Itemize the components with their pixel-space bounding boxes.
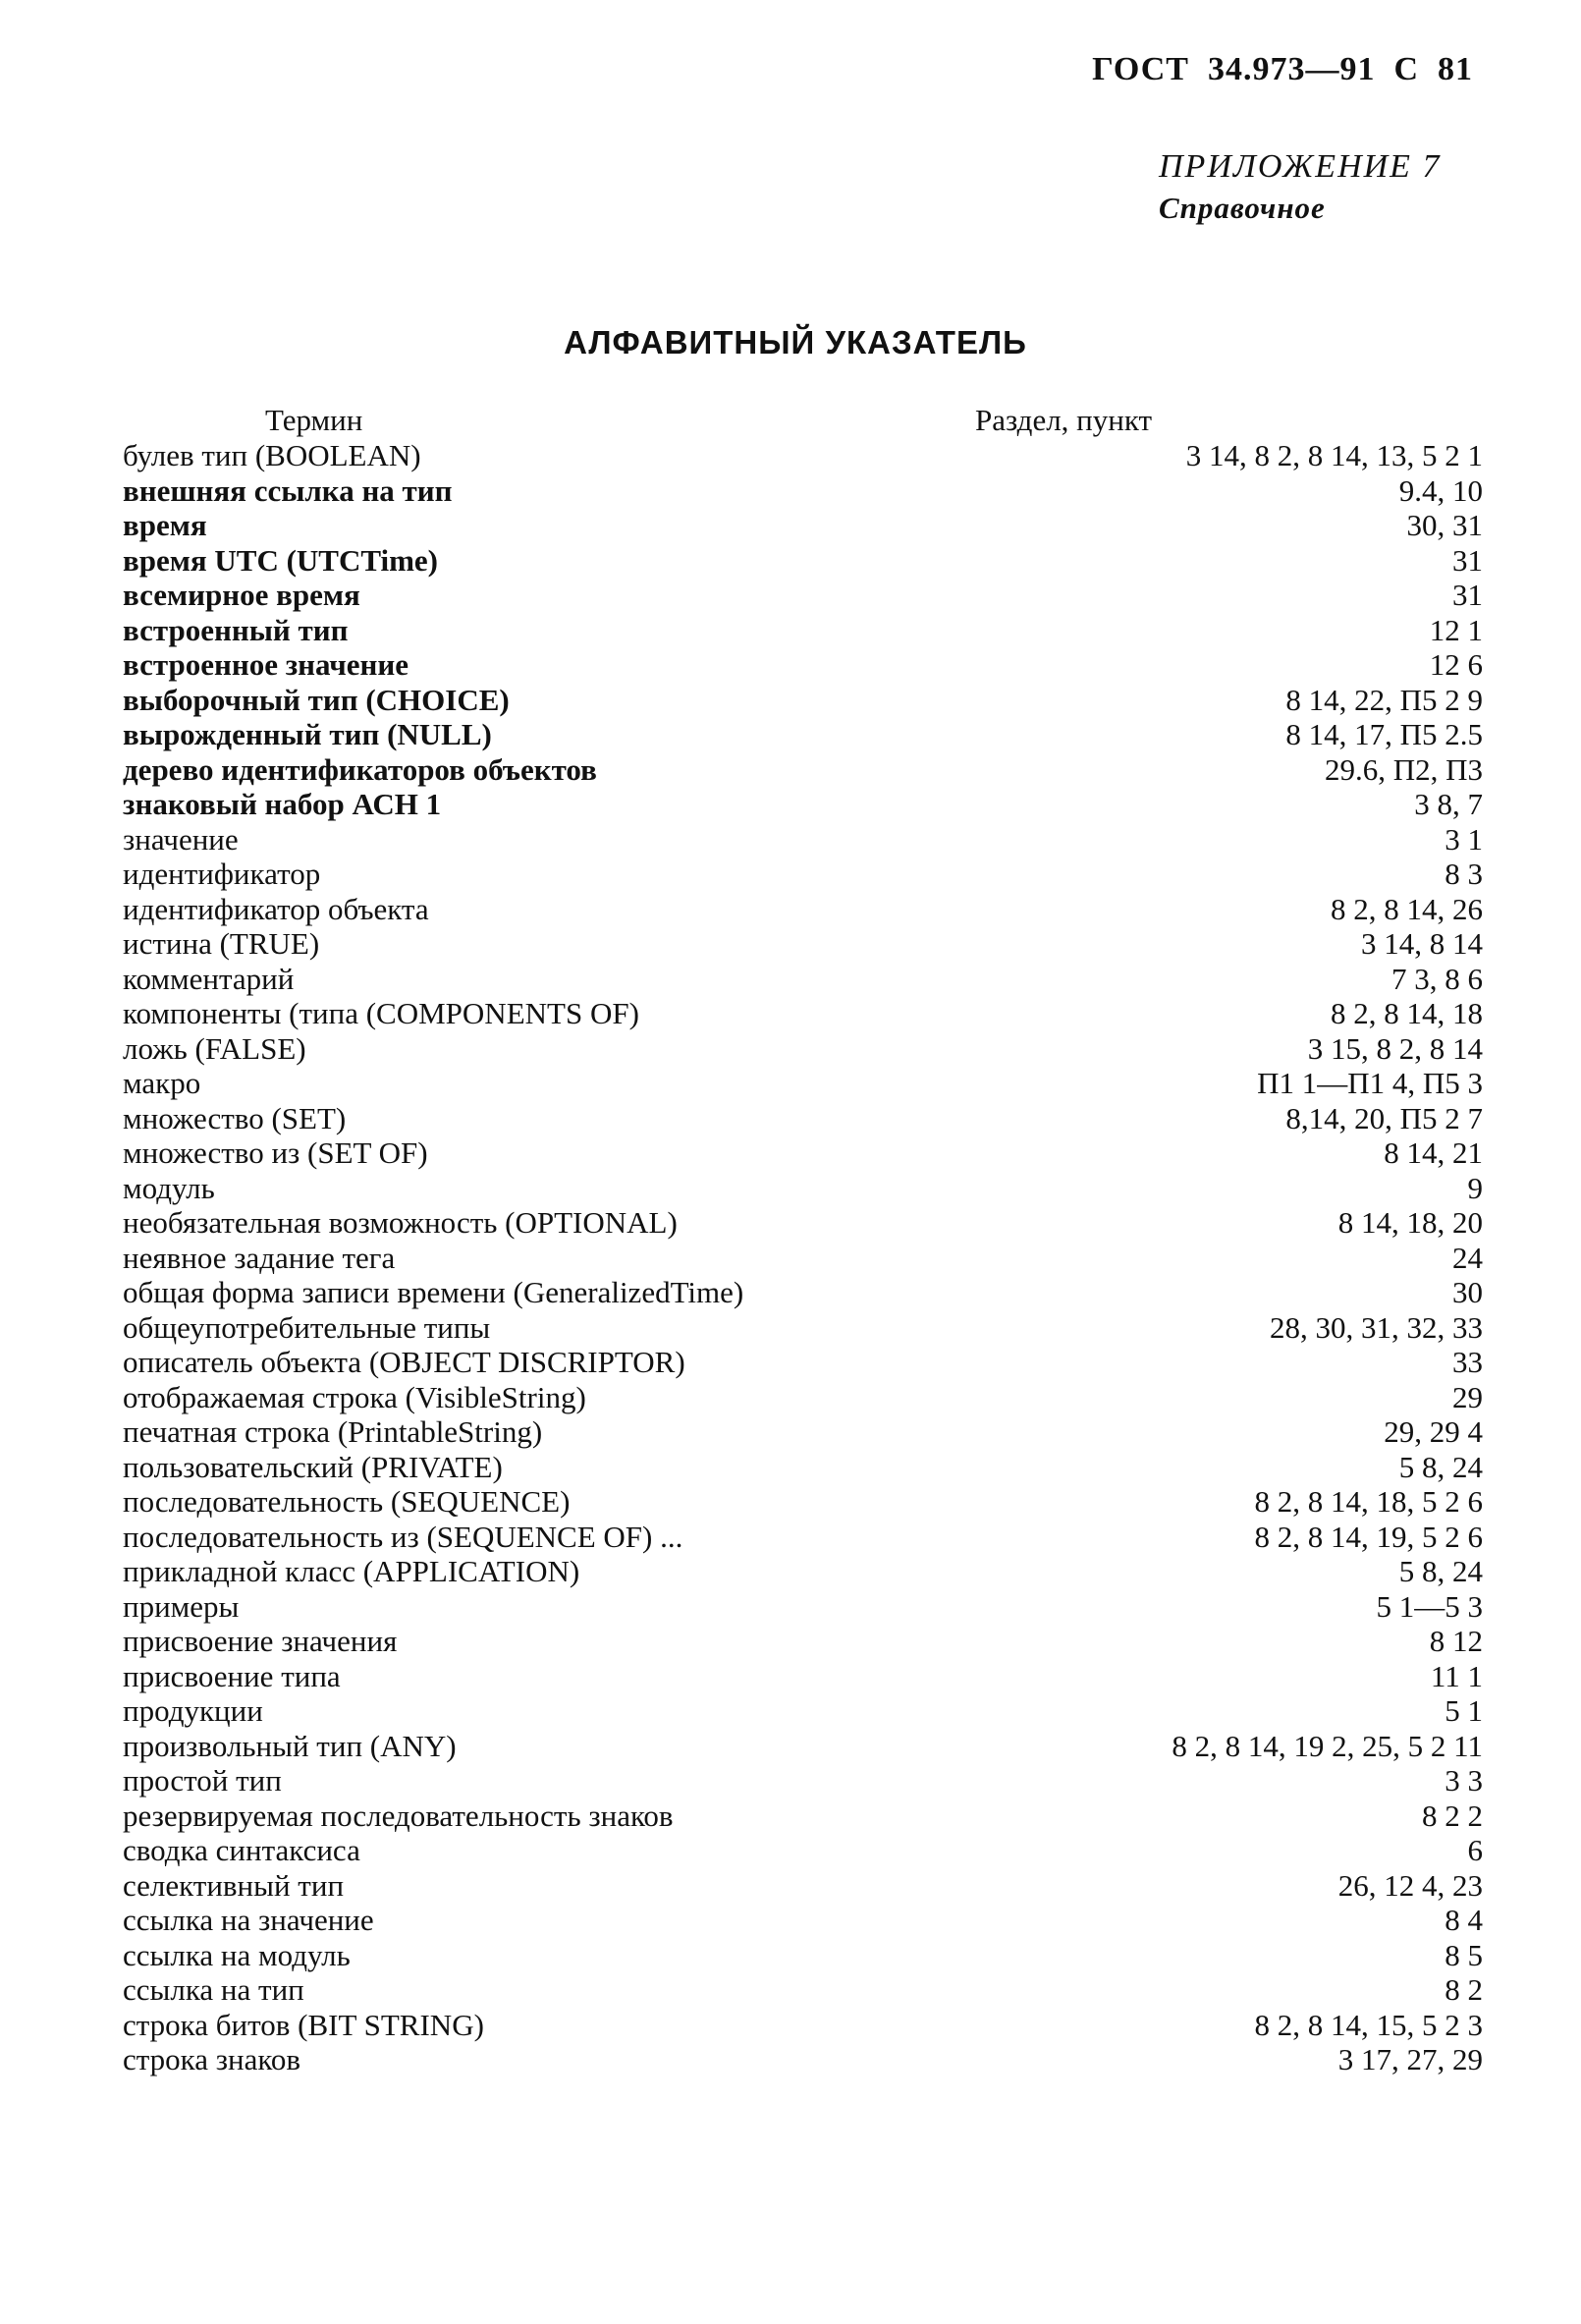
index-entry-row [123, 1414, 1483, 1450]
index-entry-row [123, 996, 1483, 1031]
index-reference: 8 2, 8 14, 19, 5 2 6 [1254, 1519, 1483, 1554]
index-term: простой тип [123, 1763, 282, 1798]
index-term: время UTC (UTCTime) [123, 542, 438, 578]
index-entry-row [123, 717, 1483, 752]
index-reference: 8 4 [1445, 1903, 1483, 1937]
index-reference: 8 3 [1445, 857, 1483, 891]
index-term: описатель объекта (OBJECT DISCRIPTOR) [123, 1345, 685, 1379]
index-term: множество (SET) [123, 1100, 347, 1135]
index-term: встроенный тип [123, 612, 349, 647]
index-entry-row [123, 508, 1483, 543]
index-entry-row [123, 647, 1483, 683]
index-term: произвольный тип (ANY) [123, 1728, 457, 1763]
index-term: сводка синтаксиса [123, 1833, 360, 1867]
index-term: присвоение значения [123, 1624, 398, 1658]
index-rows [123, 438, 1483, 2077]
index-reference: 8 2, 8 14, 19 2, 25, 5 2 11 [1172, 1728, 1483, 1763]
index-entry-row [123, 1693, 1483, 1729]
index-term: последовательность (SEQUENCE) [123, 1484, 571, 1519]
index-term: пользовательский (PRIVATE) [123, 1449, 503, 1484]
index-entry-row [123, 1589, 1483, 1625]
index-term: общая форма записи времени (GeneralizedTime) [123, 1275, 744, 1309]
index-reference: 28, 30, 31, 32, 33 [1270, 1309, 1483, 1345]
index-term: ссылка на тип [123, 1972, 304, 2007]
index-term: знаковый набор АСН 1 [123, 787, 442, 821]
index-reference: 3 3 [1445, 1763, 1483, 1798]
index-reference: 12 6 [1429, 647, 1483, 682]
index-reference: 8 2, 8 14, 18 [1331, 996, 1483, 1030]
index-reference: 24 [1452, 1240, 1483, 1275]
index-reference: 8 14, 17, П5 2.5 [1285, 717, 1483, 751]
index-reference: 31 [1452, 542, 1483, 578]
index-term: ссылка на значение [123, 1903, 374, 1937]
index-term: компоненты (типа (COMPONENTS OF) [123, 996, 639, 1030]
column-header-term: Термин [265, 403, 363, 437]
index-term: идентификатор [123, 857, 321, 891]
index-entry-row [123, 1241, 1483, 1276]
index-reference: 8 14, 18, 20 [1337, 1205, 1483, 1240]
index-term: значение [123, 821, 239, 857]
index-term: макро [123, 1066, 201, 1100]
index-reference: 7 3, 8 6 [1391, 961, 1483, 996]
index-entry-row [123, 1903, 1483, 1938]
index-entry-row [123, 1031, 1483, 1067]
index-entry-row [123, 2042, 1483, 2077]
index-entry-row [123, 1938, 1483, 1973]
index-entry-row [123, 892, 1483, 927]
index-term: прикладной класс (APPLICATION) [123, 1554, 580, 1588]
index-term: строка битов (BIT STRING) [123, 2007, 484, 2042]
index-entry-row [123, 787, 1483, 822]
index-reference: 31 [1452, 578, 1483, 612]
index-reference: 9.4, 10 [1398, 472, 1483, 508]
index-entry-row [123, 1275, 1483, 1310]
index-term: встроенное значение [123, 647, 409, 682]
index-term: модуль [123, 1170, 215, 1205]
index-term: всемирное время [123, 578, 360, 612]
index-term: общеупотребительные типы [123, 1309, 491, 1345]
index-term: необязательная возможность (OPTIONAL) [123, 1205, 678, 1240]
index-title: АЛФАВИТНЫЙ УКАЗАТЕЛЬ [564, 324, 1027, 360]
index-term: резервируемая последовательность знаков [123, 1798, 674, 1833]
index-term: примеры [123, 1588, 240, 1624]
column-header-ref: Раздел, пункт [975, 403, 1153, 437]
index-reference: 5 1 [1445, 1693, 1483, 1728]
index-reference: 6 [1467, 1833, 1483, 1867]
index-reference: 30 [1452, 1275, 1483, 1309]
index-entry-row [123, 1554, 1483, 1589]
index-entry-row [123, 2008, 1483, 2043]
index-entry-row [123, 1659, 1483, 1694]
index-entry-row [123, 473, 1483, 509]
index-term: присвоение типа [123, 1658, 341, 1693]
index-reference: 8,14, 20, П5 2 7 [1285, 1100, 1483, 1135]
index-reference: 12 1 [1429, 612, 1483, 647]
index-entry-row [123, 1729, 1483, 1764]
index-reference: 9 [1467, 1170, 1483, 1205]
index-entry-row [123, 1763, 1483, 1798]
index-term: множество из (SET OF) [123, 1135, 428, 1170]
index-reference: 5 8, 24 [1398, 1449, 1483, 1484]
index-reference: 8 12 [1429, 1624, 1483, 1658]
index-header-row [123, 403, 1483, 438]
index-term: последовательность из (SEQUENCE OF) ... [123, 1519, 683, 1554]
index-entry-row [123, 683, 1483, 718]
index-reference: 8 5 [1445, 1937, 1483, 1972]
index-entry-row [123, 1345, 1483, 1380]
index-term: продукции [123, 1693, 263, 1728]
index-term: ссылка на модуль [123, 1937, 351, 1972]
index-term: истина (TRUE) [123, 926, 320, 961]
index-term: селективный тип [123, 1867, 345, 1903]
index-term: идентификатор объекта [123, 891, 429, 926]
index-entry-row [123, 1798, 1483, 1834]
index-term: выборочный тип (CHOICE) [123, 682, 510, 717]
index-term: ложь (FALSE) [123, 1030, 306, 1066]
index-reference: 3 14, 8 2, 8 14, 13, 5 2 1 [1185, 438, 1483, 472]
index-reference: 8 2, 8 14, 15, 5 2 3 [1254, 2007, 1483, 2042]
index-entry-row [123, 438, 1483, 473]
alphabetical-index-table [123, 403, 1483, 2077]
index-entry-row [123, 1205, 1483, 1241]
index-reference: 8 2 [1445, 1972, 1483, 2007]
index-reference: 8 2, 8 14, 26 [1331, 891, 1483, 926]
index-entry-row [123, 578, 1483, 613]
index-entry-row [123, 1171, 1483, 1206]
index-entry-row [123, 1520, 1483, 1555]
index-entry-row [123, 1310, 1483, 1346]
index-entry-row [123, 822, 1483, 858]
index-term: комментарий [123, 961, 295, 996]
annex-subtitle: Справочное [1159, 191, 1326, 225]
index-term: неявное задание тега [123, 1240, 396, 1275]
index-entry-row [123, 1101, 1483, 1136]
index-reference: 29, 29 4 [1384, 1414, 1483, 1449]
index-entry-row [123, 1868, 1483, 1904]
index-term: время [123, 508, 207, 542]
index-entry-row [123, 752, 1483, 788]
annex-title: ПРИЛОЖЕНИЕ 7 [1159, 148, 1442, 185]
index-reference: 3 17, 27, 29 [1337, 2042, 1483, 2076]
index-entry-row [123, 543, 1483, 579]
index-term: булев тип (BOOLEAN) [123, 438, 421, 472]
index-entry-row [123, 1135, 1483, 1171]
index-term: дерево идентификаторов объектов [123, 751, 597, 787]
index-reference: 8 2 2 [1422, 1798, 1483, 1833]
index-entry-row [123, 613, 1483, 648]
index-reference: 11 1 [1430, 1658, 1483, 1693]
index-entry-row [123, 1380, 1483, 1415]
index-reference: 29.6, П2, П3 [1324, 751, 1483, 787]
index-entry-row [123, 1833, 1483, 1868]
index-reference: 8 14, 21 [1384, 1135, 1483, 1170]
index-reference: 3 15, 8 2, 8 14 [1307, 1030, 1483, 1066]
index-term: внешняя ссылка на тип [123, 472, 453, 508]
index-entry-row [123, 962, 1483, 997]
index-term: отображаемая строка (VisibleString) [123, 1379, 586, 1414]
index-term: вырожденный тип (NULL) [123, 717, 492, 751]
index-reference: 8 14, 22, П5 2 9 [1285, 682, 1483, 717]
index-reference: 3 1 [1445, 821, 1483, 857]
index-entry-row [123, 1066, 1483, 1101]
index-entry-row [123, 1972, 1483, 2008]
index-reference: 29 [1452, 1379, 1483, 1414]
index-entry-row [123, 1450, 1483, 1485]
index-term: строка знаков [123, 2042, 301, 2076]
index-reference: 3 8, 7 [1414, 787, 1483, 821]
index-reference: 5 1—5 3 [1376, 1588, 1483, 1624]
index-entry-row [123, 1484, 1483, 1520]
index-reference: П1 1—П1 4, П5 3 [1257, 1066, 1483, 1100]
annex-block [1159, 145, 1441, 228]
index-entry-row [123, 926, 1483, 962]
page-header-standard: ГОСТ 34.973—91 С 81 [1092, 51, 1473, 87]
index-reference: 5 8, 24 [1398, 1554, 1483, 1588]
index-reference: 3 14, 8 14 [1361, 926, 1483, 961]
index-reference: 8 2, 8 14, 18, 5 2 6 [1254, 1484, 1483, 1519]
index-reference: 30, 31 [1406, 508, 1483, 542]
index-entry-row [123, 1624, 1483, 1659]
index-term: печатная строка (PrintableString) [123, 1414, 543, 1449]
index-entry-row [123, 857, 1483, 892]
index-reference: 33 [1452, 1345, 1483, 1379]
index-reference: 26, 12 4, 23 [1337, 1867, 1483, 1903]
